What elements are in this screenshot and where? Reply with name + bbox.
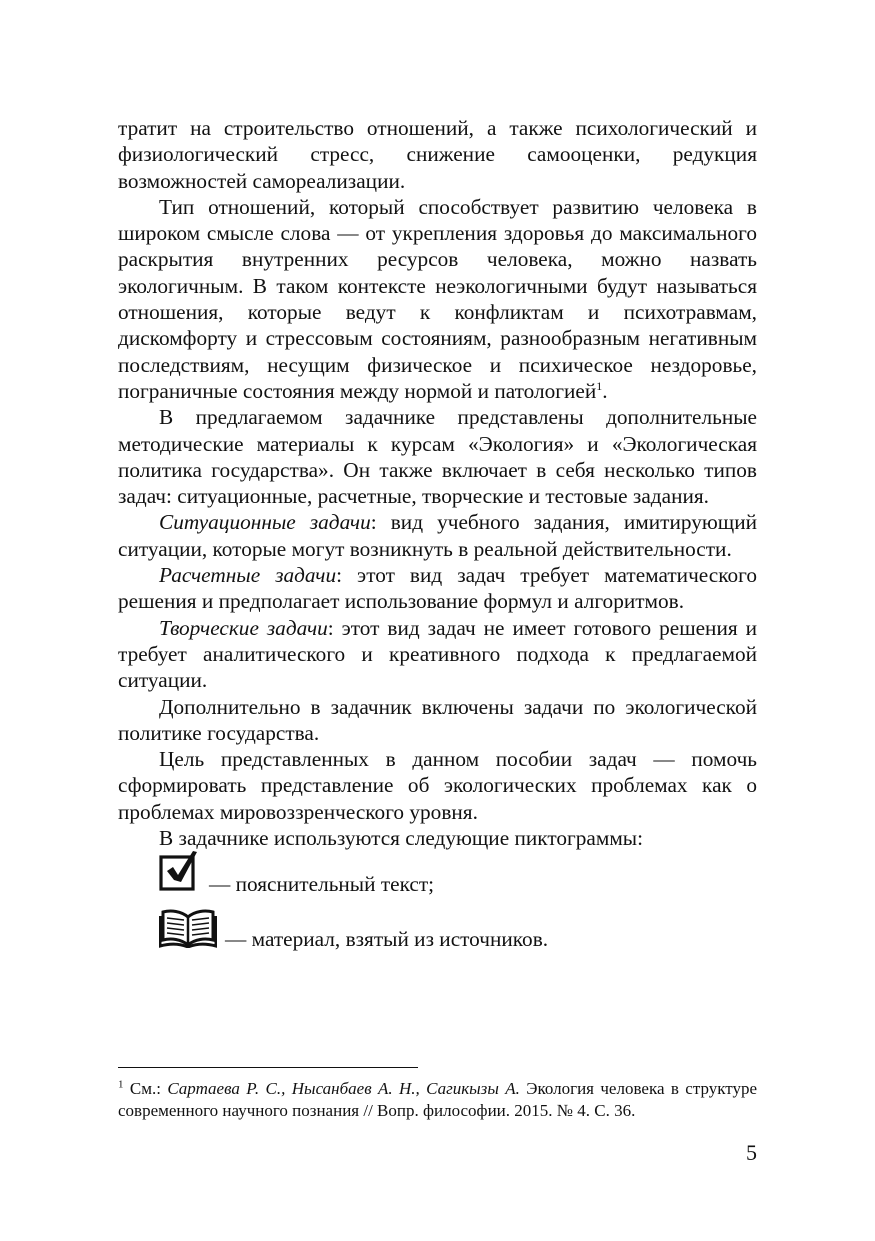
footnote-number: 1 <box>118 1078 124 1091</box>
footnote-authors: Сартаева Р. С., Нысанбаев А. Н., Сагикызы А. <box>167 1079 520 1098</box>
pictogram-label-sources: — материал, взятый из источников. <box>225 927 549 952</box>
paragraph-problem-book: В предлагаемом задачнике представлены дополнительные методические материалы к курсам «Экология» и «Экологическая политика государства». Он также включает в себя несколько типов задач: ситуационные, расчетные, творческие и тестовые задания. <box>118 405 757 509</box>
open-book-icon <box>159 908 217 954</box>
paragraph-ecological-relations <box>118 194 757 404</box>
paragraph-text: : этот вид задач требует математического решения и предполагает использование формул и алгоритмов. <box>118 563 757 614</box>
term-situational-tasks: Ситуационные задачи <box>159 510 371 535</box>
checkbox-icon <box>159 851 201 899</box>
paragraph-continuation: тратит на строительство отношений, а также психологический и физиологический стресс, снижение самооценки, редукция возможностей самореализации. <box>118 116 757 193</box>
pictogram-row-sources <box>159 910 757 954</box>
footnote-prefix: См.: <box>129 1079 168 1098</box>
page-number: 5 <box>746 1140 757 1165</box>
footnote-separator <box>118 1067 418 1068</box>
page-body <box>118 115 757 954</box>
footnote-source: Экология человека в структуре современного научного познания // Вопр. философии. 2015. № 4. С. 36. <box>118 1079 758 1120</box>
term-calculation-tasks: Расчетные задачи <box>159 563 337 588</box>
paragraph-calculation-tasks <box>118 562 757 615</box>
paragraph-goal: Цель представленных в данном пособии задач — помочь сформировать представление об экологических проблемах как о проблемах мировоззренческого уровня. <box>118 747 757 824</box>
paragraph-pictograms-intro: В задачнике используются следующие пиктограммы: <box>159 826 644 851</box>
pictogram-label-explanatory: — пояснительный текст; <box>209 872 435 897</box>
pictogram-row-explanatory <box>159 855 757 899</box>
paragraph-tail: . <box>602 378 608 403</box>
paragraph-text: Тип отношений, который способствует развитию человека в широком смысле слова — от укрепления здоровья до максимального раскрытия внутренних ресурсов человека, можно назвать экологичным. В таком контексте неэкологичными будут называться отношения, которые ведут к конфликтам и психотравмам, дискомфорту и стрессовым состояниям, разнообразным негативным последствиям, несущим физическое и психическое нездоровье, пограничные состояния между нормой и патологией <box>118 194 757 403</box>
paragraph-situational-tasks <box>118 509 757 562</box>
footnote <box>118 1078 757 1122</box>
paragraph-text: : вид учебного задания, имитирующий ситуации, которые могут возникнуть в реальной действительности. <box>118 510 757 561</box>
paragraph-additional: Дополнительно в задачник включены задачи по экологической политике государства. <box>118 694 757 745</box>
paragraph-text: : этот вид задач не имеет готового решения и требует аналитического и креативного подхода к предлагаемой ситуации. <box>118 615 757 693</box>
term-creative-tasks: Творческие задачи <box>159 615 328 640</box>
paragraph-creative-tasks <box>118 615 757 694</box>
footnote-reference[interactable]: 1 <box>596 378 603 393</box>
